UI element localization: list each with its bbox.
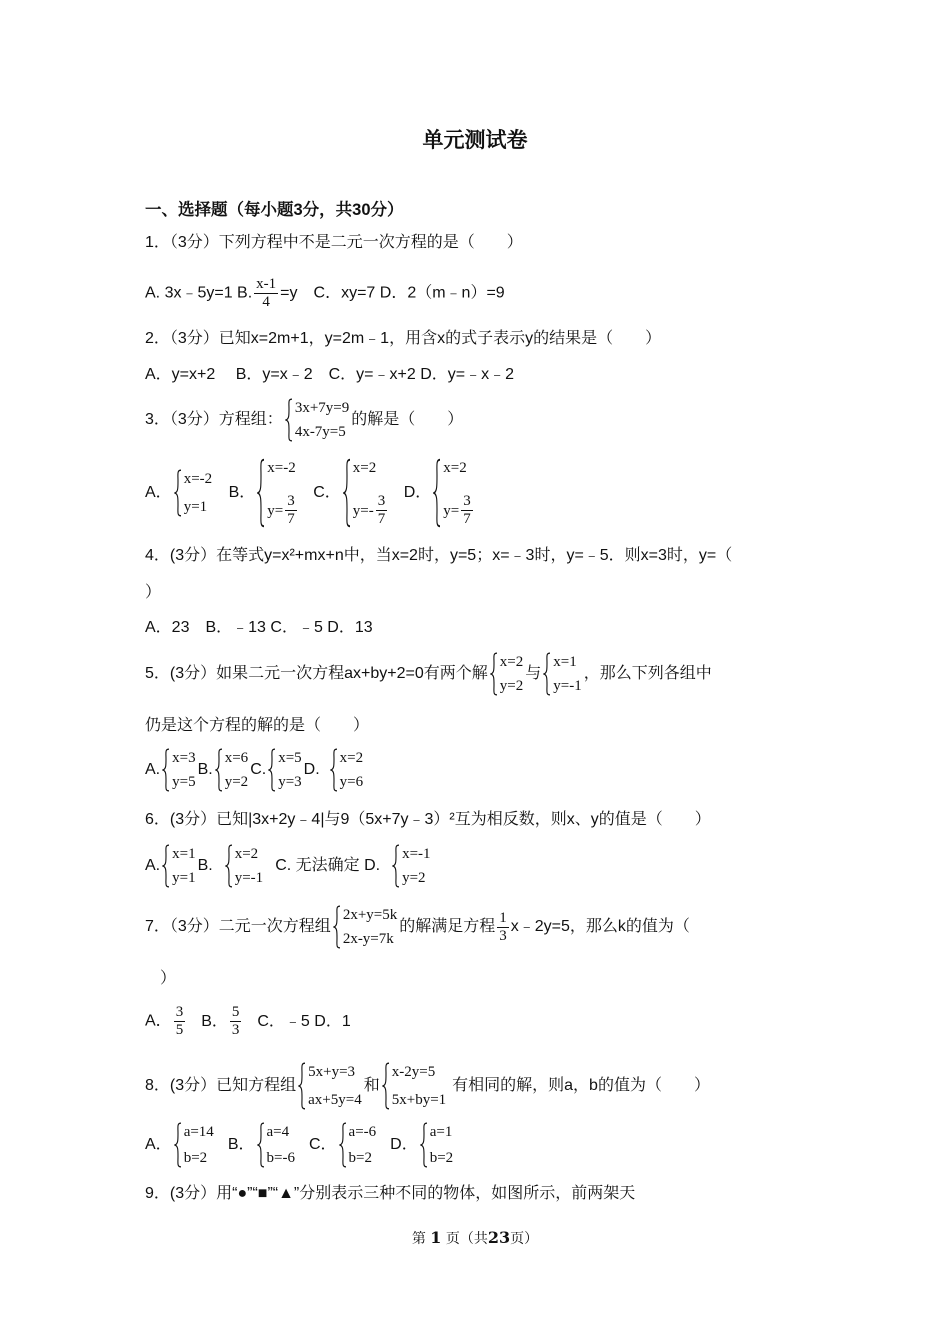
brace-icon xyxy=(343,458,351,528)
page-footer: 第 1 页（共23页） xyxy=(411,1228,539,1247)
brace-icon xyxy=(162,844,170,888)
question-4-stem: 4．(3分）在等式y=x²+mx+n中，当x=2时，y=5；x=﹣3时，y=﹣5．则x=3时，y=（ xyxy=(145,547,733,564)
q3-equation-system: 3x+7y=9 4x-7y=5 xyxy=(285,398,349,442)
brace-icon xyxy=(257,458,265,528)
question-3-options: A． x=-2 y=1 B． x=-2 y= $\frac{3}{7}$ C． x=2 y=- $\frac{3}{7}$ D． x=2 y= $\frac{3}{7}$ xyxy=(145,458,477,528)
question-8-options: A． a=14 b=2 B． a=4 b=-6 C． a=-6 b=2 D． a=1 b=2 xyxy=(145,1124,454,1166)
question-5-options: A. x=3 y=5 B. x=6 y=2 C. x=5 y=3 D. x=2 y=6 xyxy=(145,750,364,790)
question-1-options xyxy=(145,276,505,311)
brace-icon xyxy=(543,652,551,696)
brace-icon xyxy=(298,1062,306,1110)
question-1-stem: 1．（3分）下列方程中不是二元一次方程的是（ ） xyxy=(145,234,523,251)
q1-fraction: $\frac{x-1}{4}$ xyxy=(256,276,277,310)
brace-icon xyxy=(162,748,170,792)
question-5-stem: 5．(3分）如果二元一次方程ax+by+2=0有两个解 x=2 y=2 与 x=1 y=-1 ，那么下列各组中 xyxy=(145,654,712,694)
brace-icon xyxy=(225,844,233,888)
total-pages: 23 xyxy=(487,1228,511,1247)
brace-icon xyxy=(285,398,293,442)
current-page-number: 1 xyxy=(430,1228,442,1247)
question-6-stem: 6．(3分）已知|3x+2y﹣4|与9（5x+7y﹣3）²互为相反数，则x、y的值是（ ） xyxy=(145,811,711,828)
question-7-options: A． $\frac{3}{5}$ B． $\frac{5}{3}$ C．﹣5 D．1 xyxy=(145,1004,351,1038)
brace-icon xyxy=(174,469,182,517)
q3-option-a: x=-2 y=1 xyxy=(174,469,212,517)
question-9-stem: 9．(3分）用“●”“■”“▲”分别表示三种不同的物体，如图所示，前两架天 xyxy=(145,1185,636,1202)
question-3-stem: 3．（3分）方程组： 3x+7y=9 4x-7y=5 的解是（ ） xyxy=(145,400,464,440)
brace-icon xyxy=(174,1122,182,1168)
question-6-options: A. x=1 y=1 B. x=2 y=-1 C. 无法确定 D. x=-1 y=2 xyxy=(145,846,431,886)
question-2-options: A．y=x+2 B．y=x﹣2 C．y=﹣x+2 D．y=﹣x﹣2 xyxy=(145,366,515,383)
question-7-stem-cont: ） xyxy=(160,970,177,987)
brace-icon xyxy=(268,748,276,792)
question-4-options: A．23 B．﹣13 C．﹣5 D．13 xyxy=(145,619,373,636)
page-title: 单元测试卷 xyxy=(422,127,528,152)
brace-icon xyxy=(490,652,498,696)
question-8-stem: 8．(3分）已知方程组 5x+y=3 ax+5y=4 和 x-2y=5 5x+by=1 有相同的解，则a，b的值为（ ） xyxy=(145,1064,710,1108)
brace-icon xyxy=(215,748,223,792)
brace-icon xyxy=(330,748,338,792)
q3-option-b: x=-2 y= $\frac{3}{7}$ xyxy=(257,458,298,528)
question-7-stem: 7．（3分）二元一次方程组 2x+y=5k 2x-y=7k 的解满足方程 $\frac{1}{3}$ x﹣2y=5，那么k的值为（ xyxy=(145,907,690,947)
brace-icon xyxy=(333,905,341,949)
brace-icon xyxy=(257,1122,265,1168)
brace-icon xyxy=(382,1062,390,1110)
q1-option-rest: =y C．xy=7 D．2（m﹣n）=9 xyxy=(280,284,505,302)
question-4-stem-cont: ） xyxy=(145,584,162,601)
brace-icon xyxy=(420,1122,428,1168)
brace-icon xyxy=(433,458,441,528)
section-heading: 一、选择题（每小题3分，共30分） xyxy=(145,201,404,219)
q3-option-d: x=2 y= $\frac{3}{7}$ xyxy=(433,458,474,528)
q1-option-ab: A. 3x﹣5y=1 B. xyxy=(145,284,253,302)
question-2-stem: 2．（3分）已知x=2m+1，y=2m﹣1，用含x的式子表示y的结果是（ ） xyxy=(145,330,662,347)
brace-icon xyxy=(392,844,400,888)
q3-option-c: x=2 y=- $\frac{3}{7}$ xyxy=(343,458,389,528)
question-5-stem-cont: 仍是这个方程的解的是（ ） xyxy=(145,717,370,734)
brace-icon xyxy=(339,1122,347,1168)
